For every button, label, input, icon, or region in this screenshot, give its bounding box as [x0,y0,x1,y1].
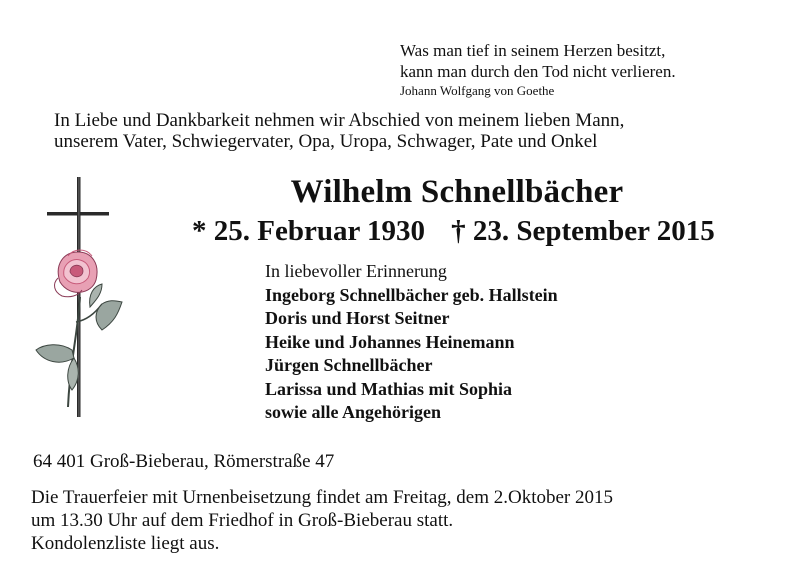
mourner-name: sowie alle Angehörigen [265,402,441,422]
quote-line: Was man tief in seinem Herzen besitzt, [400,41,666,60]
notice-line: Kondolenzliste liegt aus. [31,533,220,554]
quote-line: kann man durch den Tod nicht verlieren. [400,62,676,81]
mourner-name: Larissa und Mathias mit Sophia [265,378,513,399]
cross-icon [47,177,109,417]
notice-line: Die Trauerfeier mit Urnenbeisetzung findet am Freitag, dem 2.Oktober 2015 [31,487,613,508]
quote-author: Johann Wolfgang von Goethe [400,83,555,98]
intro-text [54,110,624,152]
notice-line: um 13.30 Uhr auf dem Friedhof in Groß-Bieberau statt. [31,510,454,531]
family-address: 64 401 Groß-Bieberau, Römerstraße 47 [33,451,335,472]
birth-date: * 25. Februar 1930 [192,215,426,247]
mourner-name: Doris und Horst Seitner [265,308,450,328]
intro-line: In Liebe und Dankbarkeit nehmen wir Abschied von meinem lieben Mann, [54,110,625,131]
mourner-name: Heike und Johannes Heinemann [265,331,515,352]
goethe-quote [400,40,676,100]
deceased-name: Wilhelm Schnellbächer [290,174,624,210]
death-date: † 23. September 2015 [451,215,715,247]
mourners-heading: In liebevoller Erinnerung [265,261,447,281]
funeral-notice [31,486,613,555]
intro-line: unserem Vater, Schwiegervater, Opa, Uropa, Schwager, Pate und Onkel [54,131,598,152]
mourner-name: Jürgen Schnellbächer [265,355,433,375]
cross-rose-artwork [30,172,140,442]
mourner-name: Ingeborg Schnellbächer geb. Hallstein [265,284,558,305]
mourners-list [265,260,558,425]
life-dates [192,215,715,248]
